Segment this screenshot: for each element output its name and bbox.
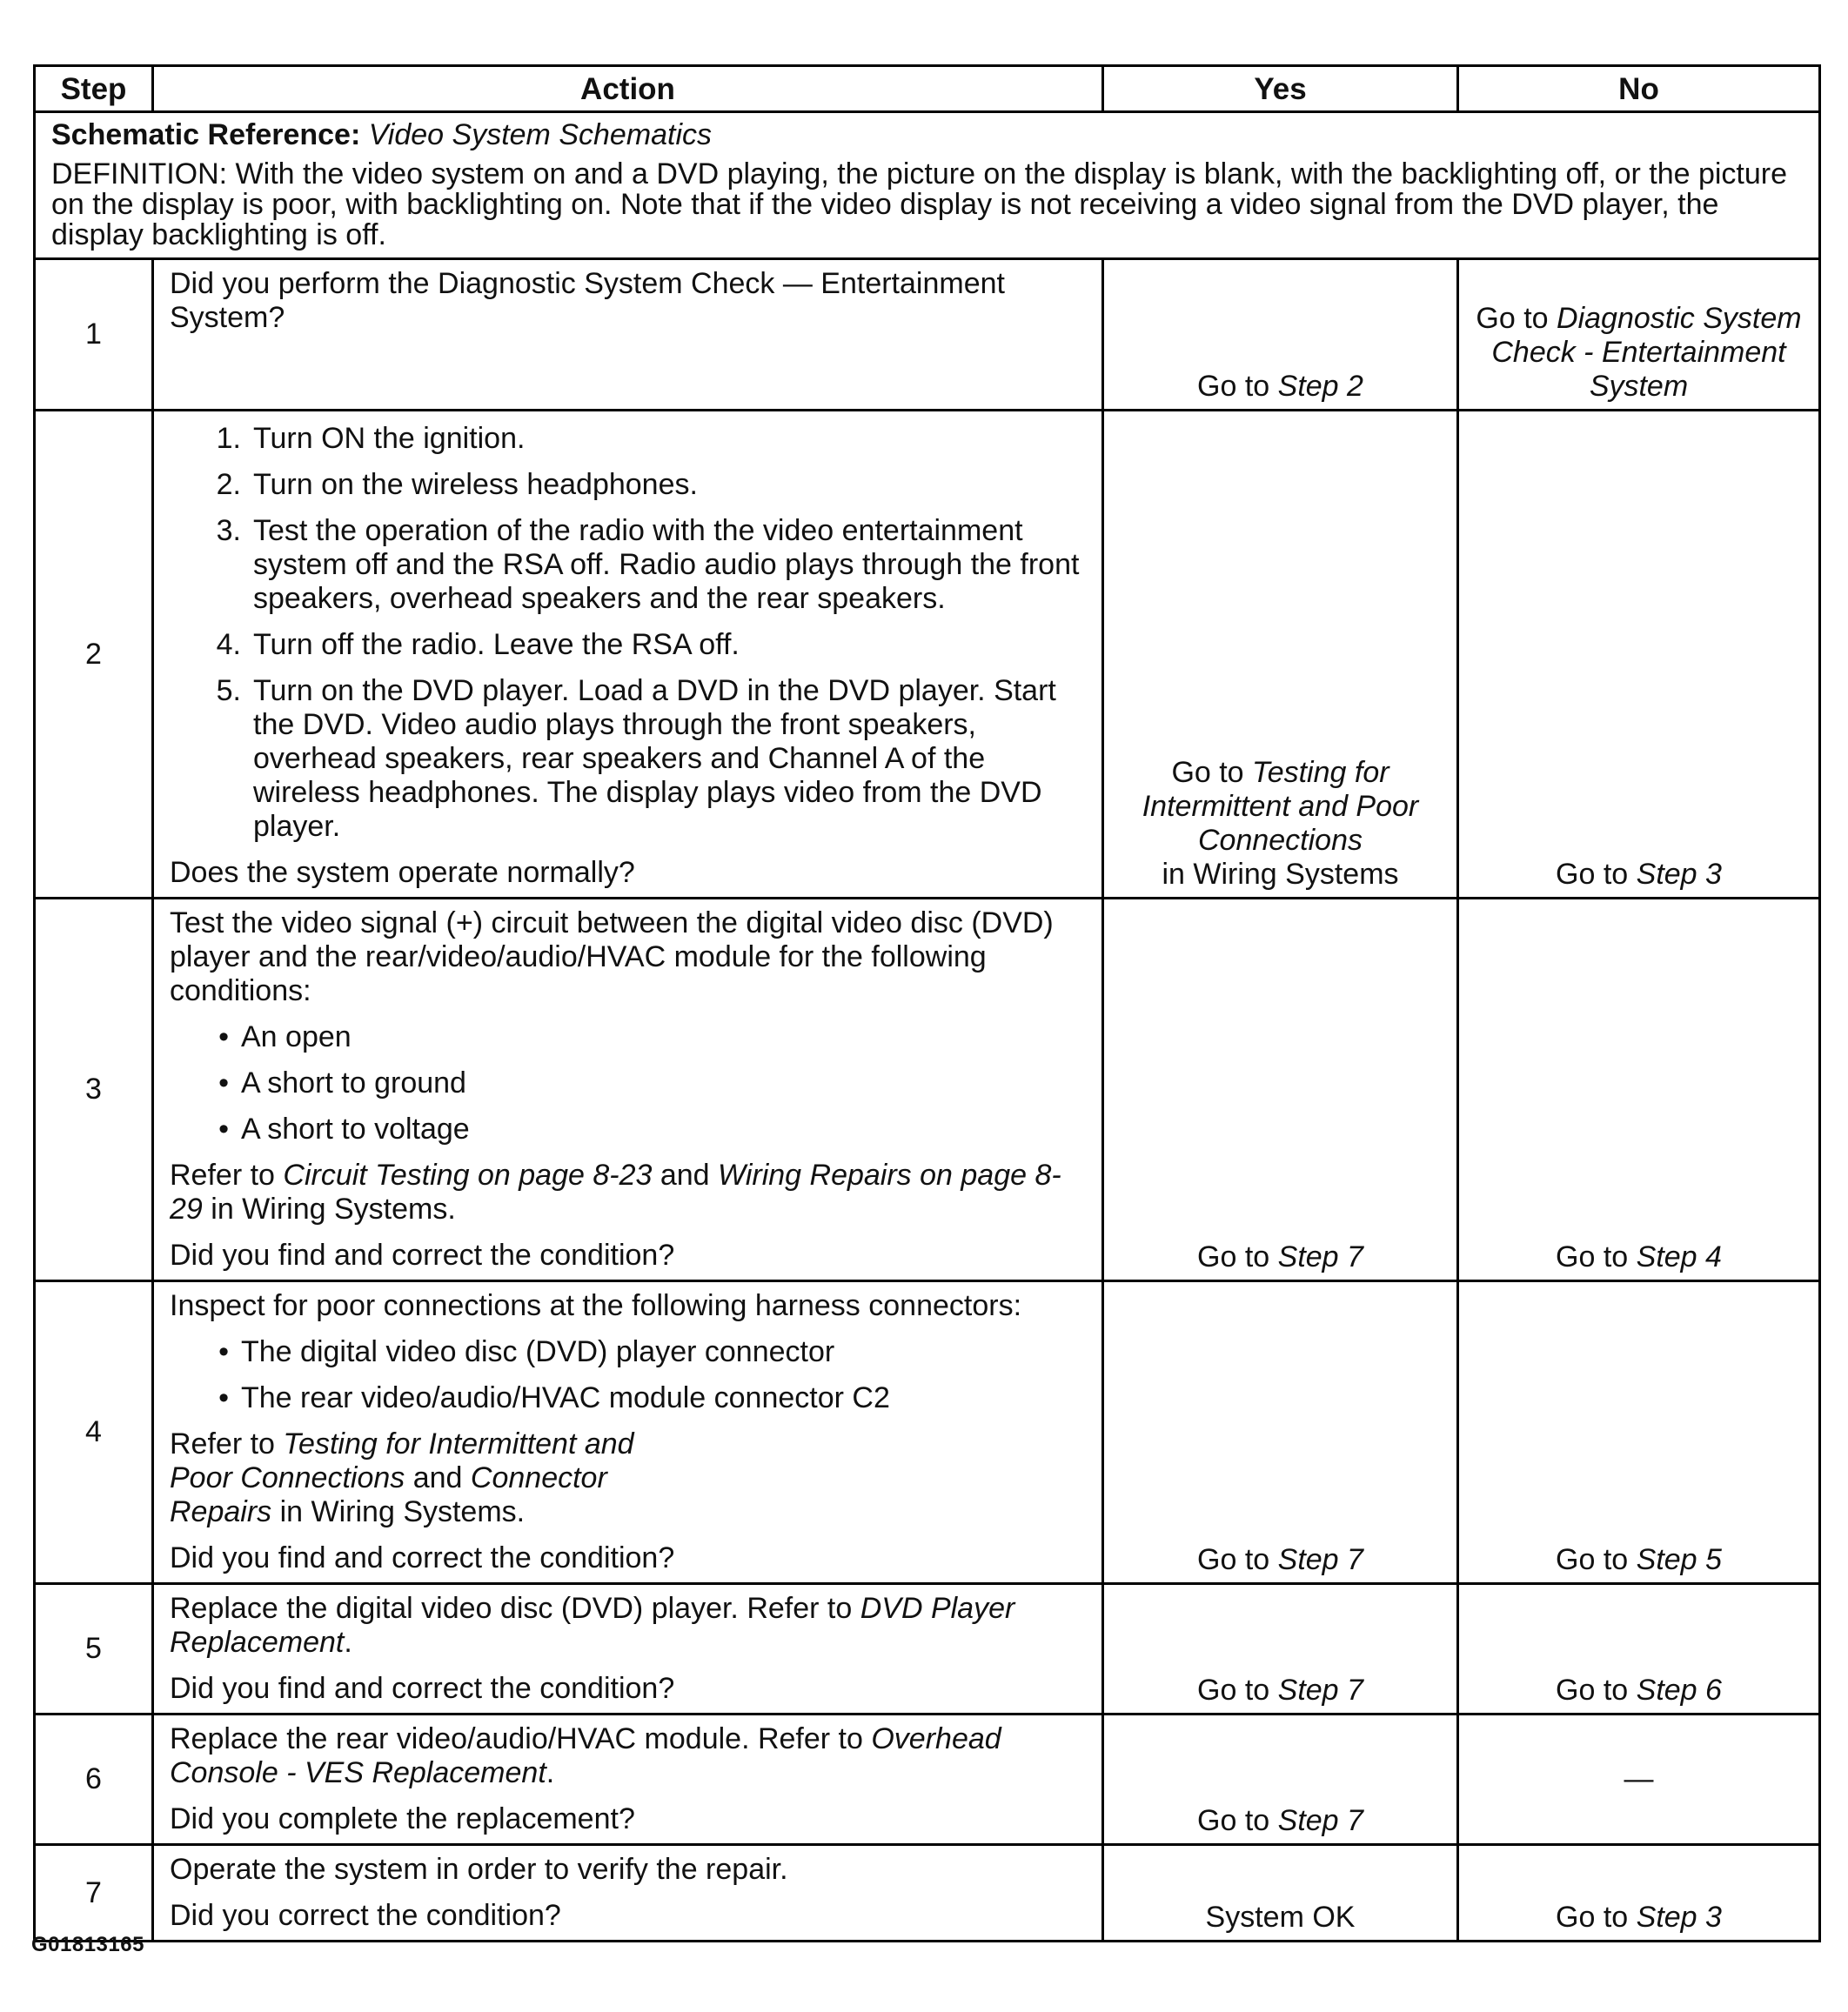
list-item: • An open <box>218 1020 352 1053</box>
no-cell: Go to Diagnostic System Check - Entertainment System <box>1458 259 1820 411</box>
table-row <box>35 259 1820 411</box>
yes-link[interactable]: Testing for Intermittent and Poor Connections <box>1142 756 1419 857</box>
action-cell <box>153 411 1103 899</box>
refer-text: Refer to Circuit Testing on page 8-23 and Wiring Repairs on page 8-29 in Wiring Systems. <box>170 1159 1061 1226</box>
no-link[interactable]: Step 6 <box>1636 1674 1722 1707</box>
yes-link[interactable]: Step 7 <box>1277 1674 1363 1707</box>
schematic-label: Schematic Reference: <box>51 118 361 151</box>
yes-link[interactable]: Step 7 <box>1277 1240 1363 1273</box>
no-cell: Go to Step 4 <box>1458 899 1820 1281</box>
question-text: Did you find and correct the condition? <box>170 1239 675 1272</box>
refer-text: Replace the digital video disc (DVD) player. Refer to DVD Player Replacement. <box>170 1592 1015 1659</box>
yes-cell: Go to Step 7 <box>1103 1281 1458 1584</box>
no-cell: — <box>1458 1715 1820 1845</box>
ref-link[interactable]: Circuit Testing on page 8-23 <box>283 1159 653 1192</box>
no-cell: Go to Step 6 <box>1458 1584 1820 1715</box>
yes-cell: Go to Testing for Intermittent and Poor Connections in Wiring Systems <box>1103 411 1458 899</box>
no-cell: Go to Step 3 <box>1458 1845 1820 1942</box>
yes-link[interactable]: Step 7 <box>1277 1804 1363 1837</box>
no-link[interactable]: Step 4 <box>1636 1240 1722 1273</box>
step-number: 1 <box>35 259 153 411</box>
step-number: 5 <box>35 1584 153 1715</box>
table-row <box>35 1281 1820 1584</box>
no-link[interactable]: Step 3 <box>1636 858 1722 891</box>
ref-link[interactable]: DVD Player Replacement <box>170 1592 1015 1659</box>
table-row <box>35 411 1820 899</box>
schematic-link[interactable]: Video System Schematics <box>368 118 713 151</box>
no-cell: Go to Step 5 <box>1458 1281 1820 1584</box>
table-row <box>35 1845 1820 1942</box>
list-item: 5. Turn on the DVD player. Load a DVD in the DVD player. Start the DVD. Video audio plays through the front speakers, overhead speakers, rear speakers and Channel A of the wireless headphones. The display plays video from the DVD player. <box>216 674 1056 843</box>
figure-code: G01813165 <box>31 1933 144 1956</box>
ref-link[interactable]: Wiring Repairs on page 8-29 <box>170 1159 1061 1226</box>
action-cell <box>153 1715 1103 1845</box>
yes-link[interactable]: Step 2 <box>1277 370 1363 403</box>
ref-link[interactable]: Connector Repairs <box>170 1461 607 1528</box>
action-cell <box>153 899 1103 1281</box>
step-number: 6 <box>35 1715 153 1845</box>
list-item: 1. Turn ON the ignition. <box>216 422 526 455</box>
question-text: Does the system operate normally? <box>170 856 635 889</box>
yes-link[interactable]: Step 7 <box>1277 1543 1363 1576</box>
question-text: Did you find and correct the condition? <box>170 1541 675 1574</box>
list-item: • The digital video disc (DVD) player connector <box>218 1335 835 1368</box>
action-cell <box>153 1281 1103 1584</box>
action-cell <box>153 259 1103 411</box>
question-text: Did you correct the condition? <box>170 1899 561 1932</box>
list-item: • The rear video/audio/HVAC module connector C2 <box>218 1381 890 1414</box>
refer-text: Refer to Testing for Intermittent and Poor Connections and Connector Repairs in Wiring Systems. <box>170 1427 634 1528</box>
list-item: 3. Test the operation of the radio with the video entertainment system off and the RSA off. Radio audio plays through the front speakers, overhead speakers and the rear speakers. <box>216 514 1080 615</box>
step-number: 7 <box>35 1845 153 1942</box>
list-item: 4. Turn off the radio. Leave the RSA off. <box>216 628 740 661</box>
action-header: Action <box>153 66 1103 112</box>
list-item: • A short to ground <box>218 1066 466 1100</box>
action-cell <box>153 1584 1103 1715</box>
yes-header: Yes <box>1103 66 1458 112</box>
intro-text: Test the video signal (+) circuit between the digital video disc (DVD) player and the rear/video/audio/HVAC module for the following conditions: <box>170 906 1054 1007</box>
intro-text: Inspect for poor connections at the following harness connectors: <box>170 1289 1022 1322</box>
table-row <box>35 1584 1820 1715</box>
no-link[interactable]: Step 3 <box>1636 1901 1722 1934</box>
header-row <box>35 66 1820 112</box>
yes-cell: Go to Step 7 <box>1103 899 1458 1281</box>
diagnostic-table <box>33 64 1821 1942</box>
list-item: • A short to voltage <box>218 1113 470 1146</box>
step-number: 4 <box>35 1281 153 1584</box>
no-header: No <box>1458 66 1820 112</box>
ref-link[interactable]: Testing for Intermittent and Poor Connections <box>170 1427 634 1494</box>
definition-text: DEFINITION: With the video system on and a DVD playing, the picture on the display is blank, with the backlighting off, or the picture on the display is poor, with backlighting on. Note that if the video display is not receiving a video signal from the DVD player, the display backlighting is off. <box>51 157 1788 251</box>
yes-cell: System OK <box>1103 1845 1458 1942</box>
list-item: 2. Turn on the wireless headphones. <box>216 468 698 501</box>
no-link[interactable]: Step 5 <box>1636 1543 1722 1576</box>
step-number: 2 <box>35 411 153 899</box>
schematic-cell <box>35 112 1820 259</box>
action-cell <box>153 1845 1103 1942</box>
no-cell: Go to Step 3 <box>1458 411 1820 899</box>
question-text: Did you perform the Diagnostic System Check — Entertainment System? <box>170 267 1005 334</box>
no-link[interactable]: Diagnostic System Check - Entertainment System <box>1491 302 1802 403</box>
refer-text: Replace the rear video/audio/HVAC module. Refer to Overhead Console - VES Replacement. <box>170 1722 1001 1789</box>
step-number: 3 <box>35 899 153 1281</box>
yes-cell: Go to Step 2 <box>1103 259 1458 411</box>
yes-cell: Go to Step 7 <box>1103 1584 1458 1715</box>
table-row <box>35 899 1820 1281</box>
step-header: Step <box>35 66 153 112</box>
question-text: Did you complete the replacement? <box>170 1802 635 1835</box>
ref-link[interactable]: Overhead Console - VES Replacement <box>170 1722 1001 1789</box>
schematic-row <box>35 112 1820 259</box>
yes-cell: Go to Step 7 <box>1103 1715 1458 1845</box>
intro-text: Operate the system in order to verify the repair. <box>170 1853 788 1886</box>
table-row <box>35 1715 1820 1845</box>
question-text: Did you find and correct the condition? <box>170 1672 675 1705</box>
